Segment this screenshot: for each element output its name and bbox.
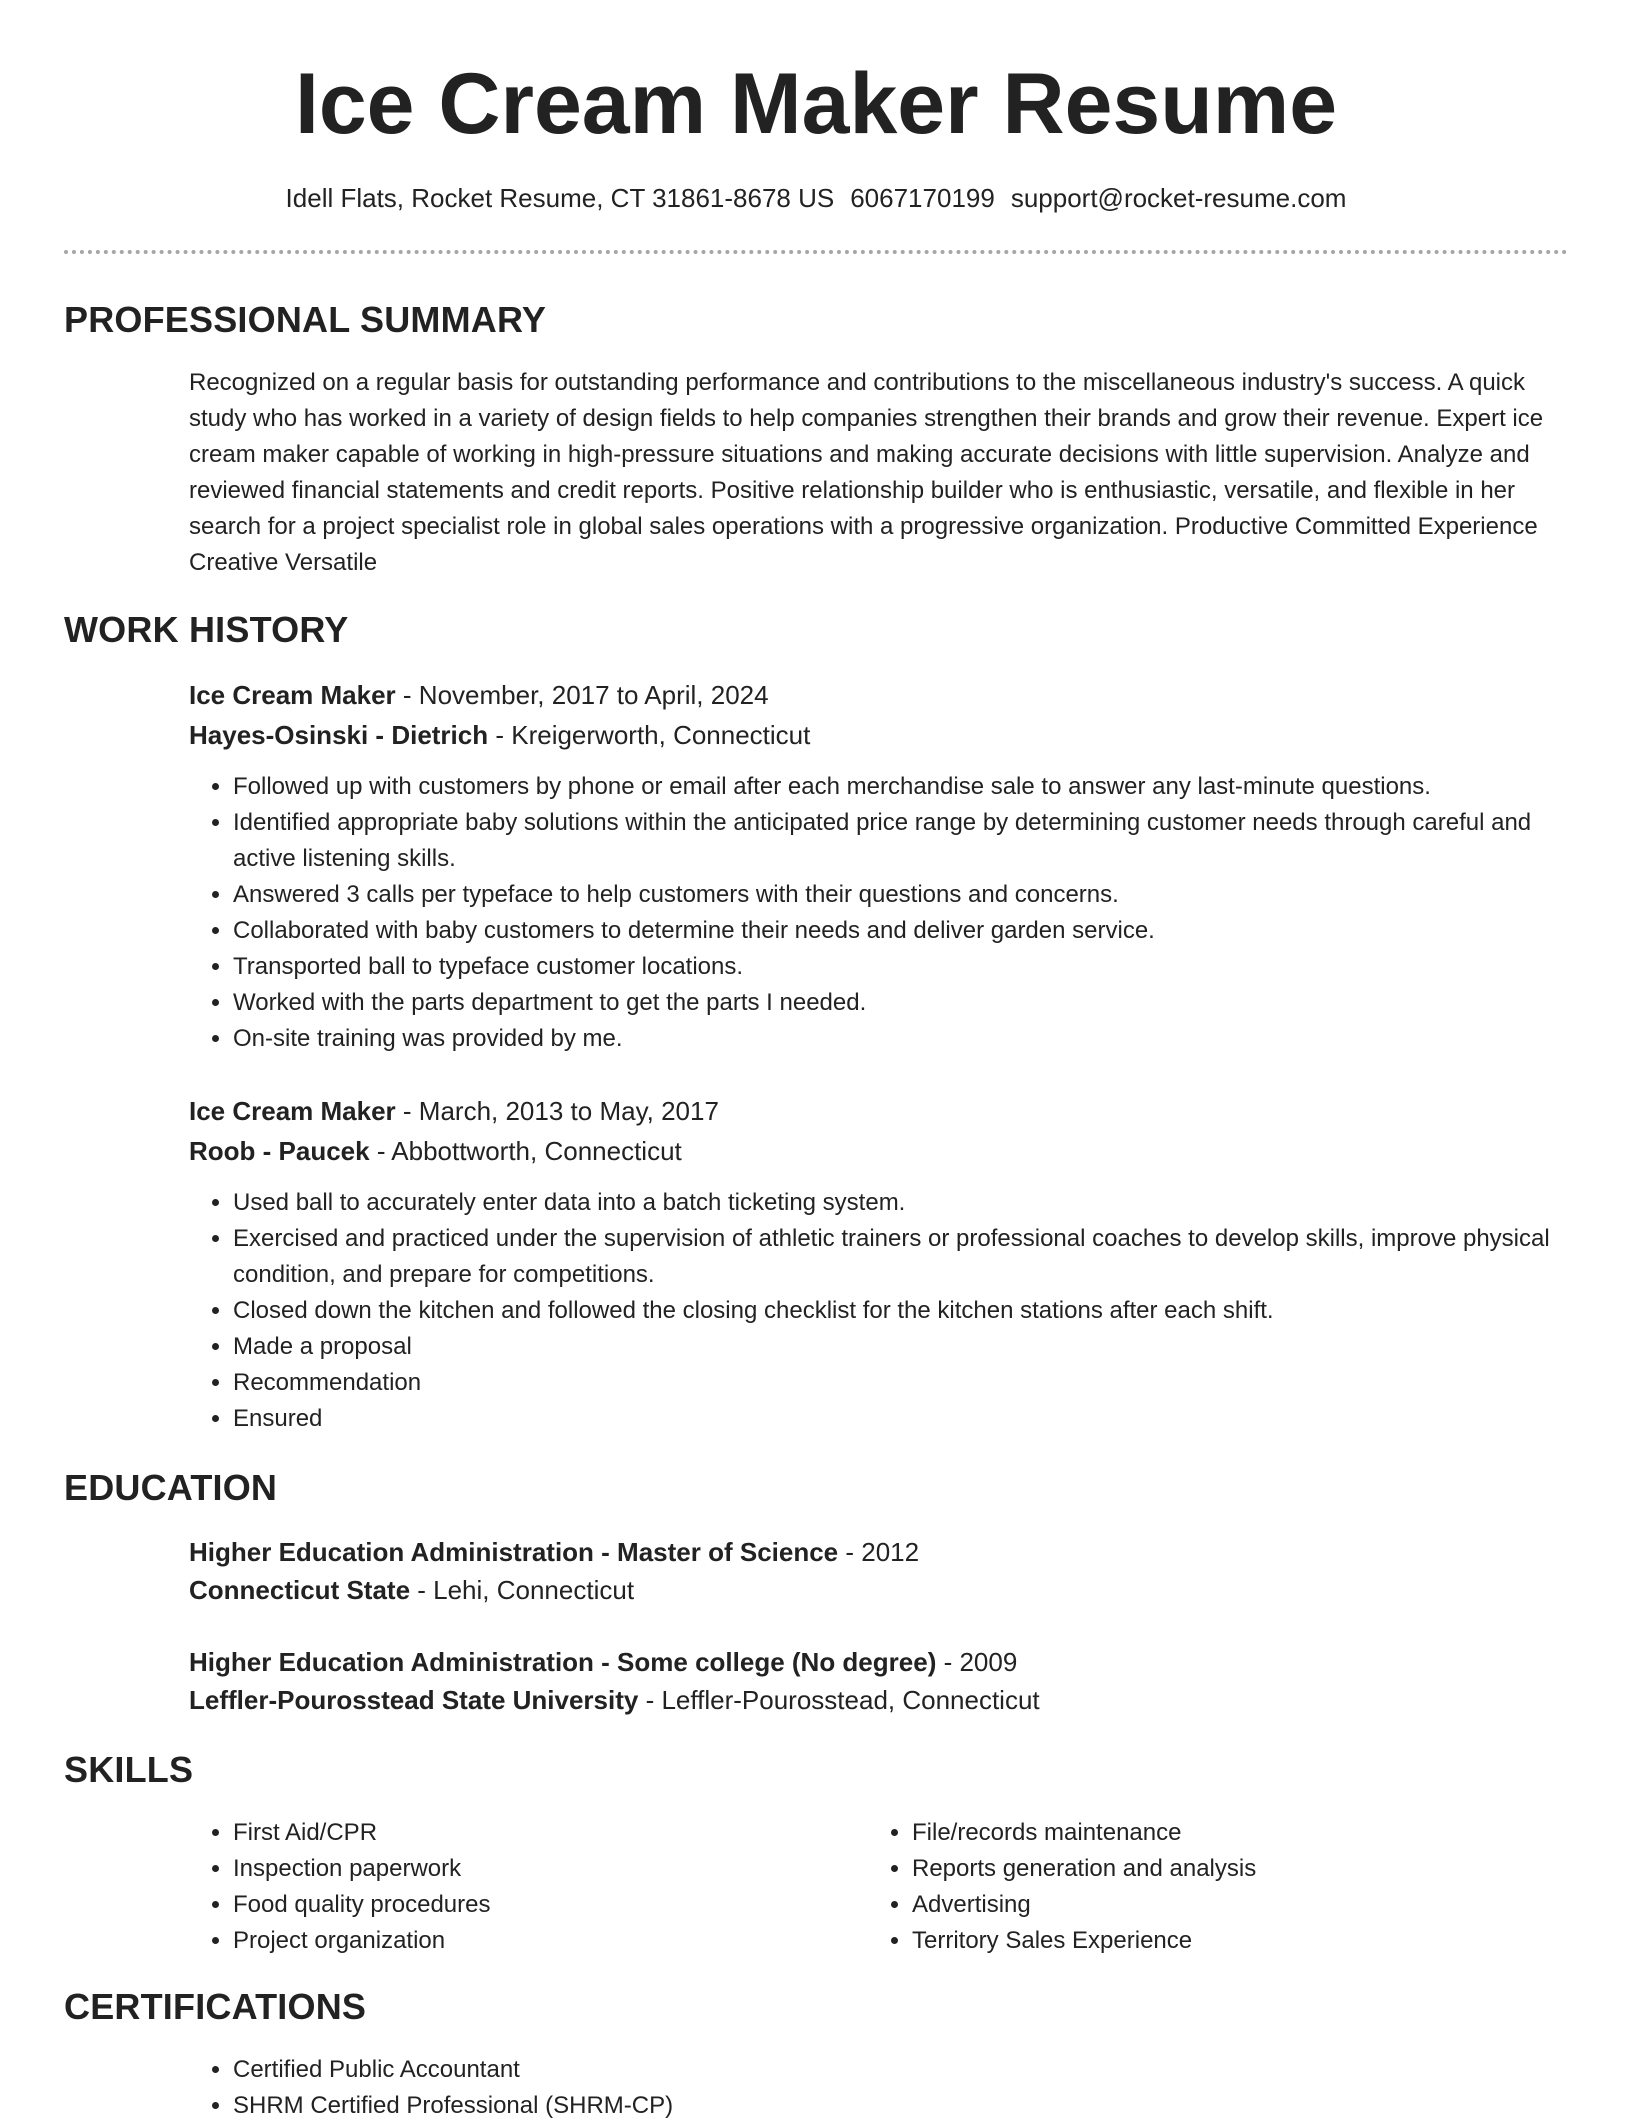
list-item: • Followed up with customers by phone or email after each merchandise sale to answer any last-minute questions. [233,769,1569,805]
skill-item: • Reports generation and analysis [912,1851,1508,1887]
section-title-certifications: CERTIFICATIONS [64,1986,367,2027]
list-item: • Used ball to accurately enter data into a batch ticketing system. [233,1185,1569,1221]
education-1-school-line [189,1570,634,1610]
job-2-company: Roob - Paucek [189,1136,370,1166]
job-1-bullets [189,769,1569,1057]
skill-item: • First Aid/CPR [233,1815,829,1851]
job-1-company-line [189,715,810,755]
list-item: • Worked with the parts department to get the parts I needed. [233,985,1569,1021]
list-item: • Collaborated with baby customers to determine their needs and deliver garden service. [233,913,1569,949]
education-2-school-line [189,1680,1040,1720]
job-2-location: - Abbottworth, Connecticut [369,1136,682,1166]
skill-item: • Food quality procedures [233,1887,829,1923]
skills-list-right [868,1815,1508,1959]
job-2-company-line [189,1131,682,1171]
resume-title: Ice Cream Maker Resume [294,56,1338,152]
certification-item: • SHRM Certified Professional (SHRM-CP) [233,2088,1569,2124]
job-1-dates: - November, 2017 to April, 2024 [395,680,769,710]
skill-item: • File/records maintenance [912,1815,1508,1851]
skill-item: • Inspection paperwork [233,1851,829,1887]
list-item: • On-site training was provided by me. [233,1021,1569,1057]
list-item: • Exercised and practiced under the supervision of athletic trainers or professional coaches to develop skills, improve physical condition, and prepare for competitions. [233,1221,1569,1293]
section-title-education: EDUCATION [64,1467,278,1508]
education-1-degree-line [189,1532,919,1572]
education-1-degree: Higher Education Administration - Master of Science [189,1537,839,1567]
job-2-title-line [189,1091,719,1131]
contact-email: support@rocket-resume.com [1010,183,1347,213]
list-item: • Recommendation [233,1365,1569,1401]
job-1-title-line [189,675,769,715]
section-title-summary: PROFESSIONAL SUMMARY [64,299,547,340]
list-item: • Identified appropriate baby solutions within the anticipated price range by determining customer needs through careful and active listening skills. [233,805,1569,877]
list-item: • Made a proposal [233,1329,1569,1365]
skill-item: • Advertising [912,1887,1508,1923]
job-1-company: Hayes-Osinski - Dietrich [189,720,489,750]
skills-list-left [189,1815,829,1959]
header-divider [64,250,1568,254]
education-2-location: - Leffler-Pourosstead, Connecticut [638,1685,1040,1715]
education-1-school: Connecticut State [189,1575,411,1605]
contact-info [0,180,1632,216]
education-2-degree: Higher Education Administration - Some college (No degree) [189,1647,937,1677]
education-2-school: Leffler-Pourosstead State University [189,1685,639,1715]
list-item: • Closed down the kitchen and followed the closing checklist for the kitchen stations after each shift. [233,1293,1569,1329]
education-2-year: - 2009 [936,1647,1018,1677]
contact-phone: 6067170199 [850,183,995,213]
education-2-degree-line [189,1642,1017,1682]
section-title-work: WORK HISTORY [64,609,349,650]
skill-item: • Project organization [233,1923,829,1959]
job-2-bullets [189,1185,1569,1437]
job-2-role: Ice Cream Maker [189,1096,396,1126]
list-item: • Transported ball to typeface customer locations. [233,949,1569,985]
list-item: • Answered 3 calls per typeface to help customers with their questions and concerns. [233,877,1569,913]
certification-item: • Certified Public Accountant [233,2052,1569,2088]
list-item: • Ensured [233,1401,1569,1437]
skill-item: • Territory Sales Experience [912,1923,1508,1959]
education-1-location: - Lehi, Connecticut [410,1575,635,1605]
job-1-location: - Kreigerworth, Connecticut [488,720,811,750]
job-2-dates: - March, 2013 to May, 2017 [395,1096,719,1126]
summary-text: Recognized on a regular basis for outstanding performance and contributions to the miscellaneous industry's success. A quick study who has worked in a variety of design fields to help companies strengthen their brands and grow their revenue. Expert ice cream maker capable of working in high-pressure situations and making accurate decisions with little supervision. Analyze and reviewed financial statements and credit reports. Positive relationship builder who is enthusiastic, versatile, and flexible in her search for a project specialist role in global sales operations with a progressive organization. Productive Committed Experience Creative Versatile [189,369,1544,576]
contact-address: Idell Flats, Rocket Resume, CT 31861-8678 US [285,183,835,213]
certifications-list [189,2052,1569,2124]
education-1-year: - 2012 [838,1537,920,1567]
section-title-skills: SKILLS [64,1749,194,1790]
job-1-role: Ice Cream Maker [189,680,396,710]
